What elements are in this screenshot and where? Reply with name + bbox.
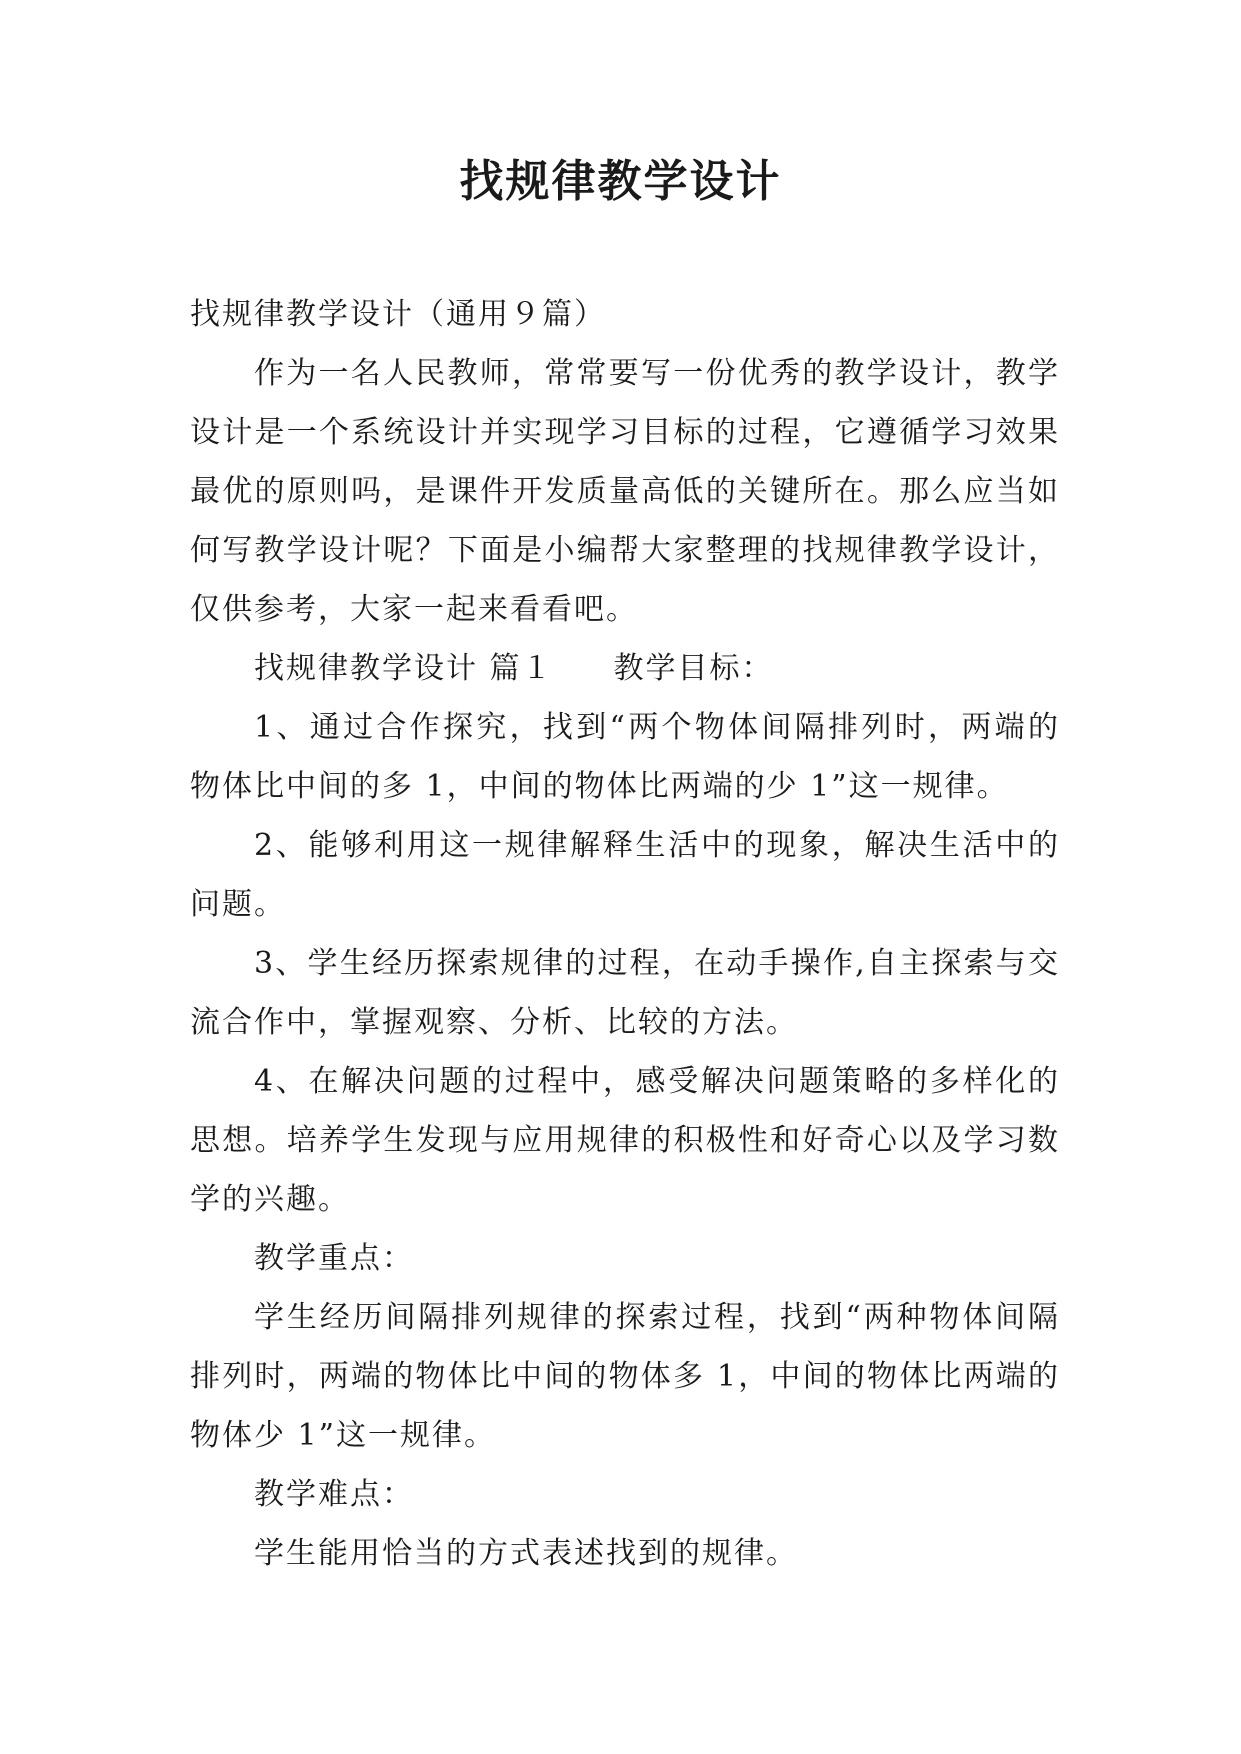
objective-item-4: 4、在解决问题的过程中，感受解决问题策略的多样化的思想。培养学生发现与应用规律的积极性和好奇心以及学习数学的兴趣。 [190, 1064, 1060, 1217]
objective-item-1: 1、通过合作探究，找到“两个物体间隔排列时，两端的物体比中间的多 1，中间的物体比两端的少 1”这一规律。 [190, 710, 1060, 804]
objective-item-2: 2、能够利用这一规律解释生活中的现象，解决生活中的问题。 [190, 828, 1060, 922]
difficulty-text: 学生能用恰当的方式表述找到的规律。 [254, 1536, 798, 1571]
intro-paragraph: 作为一名人民教师，常常要写一份优秀的教学设计，教学设计是一个系统设计并实现学习目标的过程，它遵循学习效果最优的原则吗，是课件开发质量高低的关键所在。那么应当如何写教学设计呢？下面是小编帮大家整理的找规律教学设计，仅供参考，大家一起来看看吧。 [190, 356, 1060, 627]
key-points-text: 学生经历间隔排列规律的探索过程，找到“两种物体间隔排列时，两端的物体比中间的物体多 1，中间的物体比两端的物体少 1”这一规律。 [190, 1300, 1060, 1453]
document-title: 找规律教学设计 [459, 156, 782, 207]
objectives-label: 教学目标： [613, 651, 774, 686]
section-heading-line [190, 639, 1060, 698]
objective-item-3: 3、学生经历探索规律的过程，在动手操作,自主探索与交流合作中，掌握观察、分析、比较的方法。 [190, 946, 1060, 1040]
document-body [190, 285, 1060, 1583]
difficulty-label: 教学难点： [254, 1477, 414, 1512]
document-subtitle: 找规律教学设计（通用９篇） [190, 297, 606, 332]
section-heading: 找规律教学设计 篇１ [254, 651, 554, 686]
key-points-label: 教学重点： [254, 1241, 414, 1276]
